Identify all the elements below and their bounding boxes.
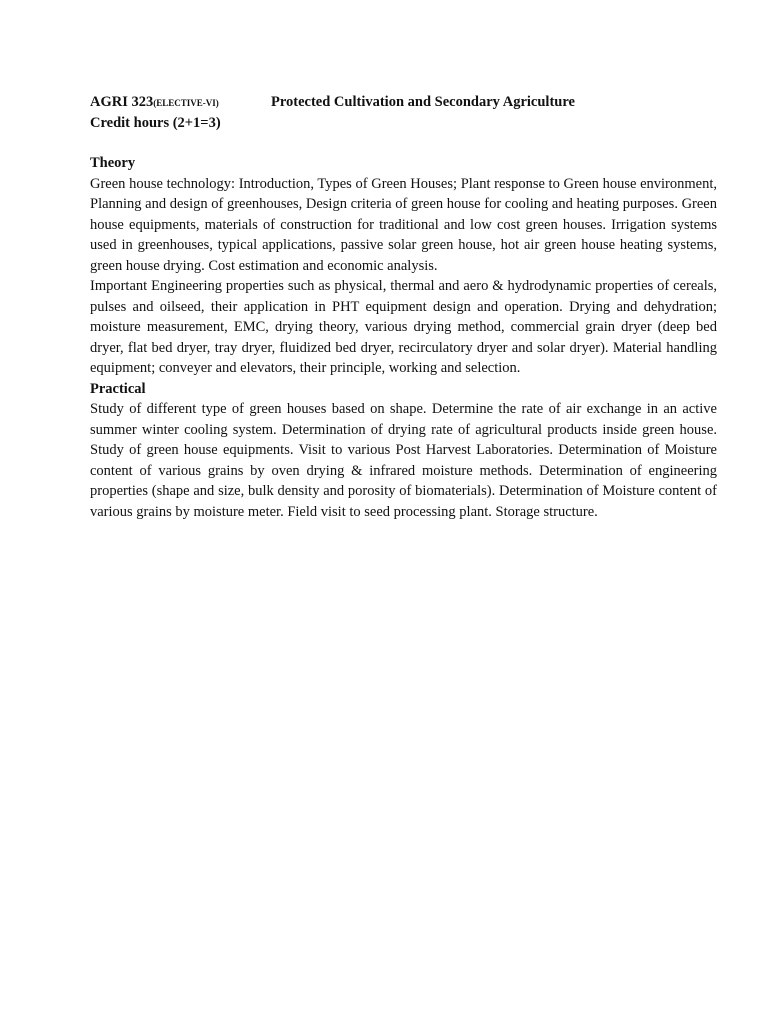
theory-paragraph-1: Green house technology: Introduction, Types of Green Houses; Plant response to Green house environment, Planning and design of greenhouses, Design criteria of green house for cooling and heating purposes. Green house equipments, materials of construction for traditional and low cost green houses. Irrigation systems used in greenhouses, typical applications, passive solar green house, hot air green house heating systems, green house drying. Cost estimation and economic analysis.: [90, 175, 717, 274]
practical-heading: Practical: [90, 380, 146, 397]
theory-paragraph-2: Important Engineering properties such as physical, thermal and aero & hydrodynamic properties of cereals, pulses and oilseed, their application in PHT equipment design and operation. Drying and dehydration; moisture measurement, EMC, drying theory, various drying method, commercial grain dryer (deep bed dryer, flat bed dryer, tray dryer, fluidized bed dryer, recirculatory dryer and solar dryer). Material handling equipment; conveyer and elevators, their principle, working and selection.: [90, 278, 717, 376]
course-title: Protected Cultivation and Secondary Agriculture: [271, 94, 575, 110]
credit-hours: Credit hours (2+1=3): [90, 115, 221, 131]
practical-paragraph: Study of different type of green houses based on shape. Determine the rate of air exchange in an active summer winter cooling system. Determination of drying rate of agricultural products inside green house. Study of green house equipments. Visit to various Post Harvest Laboratories. Determination of Moisture content of various grains by oven drying & infrared moisture methods. Determination of engineering properties (shape and size, bulk density and porosity of biomaterials). Determination of Moisture content of various grains by moisture meter. Field visit to seed processing plant. Storage structure.: [90, 401, 717, 520]
theory-heading: Theory: [90, 155, 136, 171]
course-code-text: AGRI 323: [90, 94, 154, 110]
course-header: [90, 92, 717, 112]
elective-label: (ELECTIVE-VI): [153, 98, 219, 108]
course-code: [90, 92, 219, 113]
document-page: [90, 92, 717, 522]
